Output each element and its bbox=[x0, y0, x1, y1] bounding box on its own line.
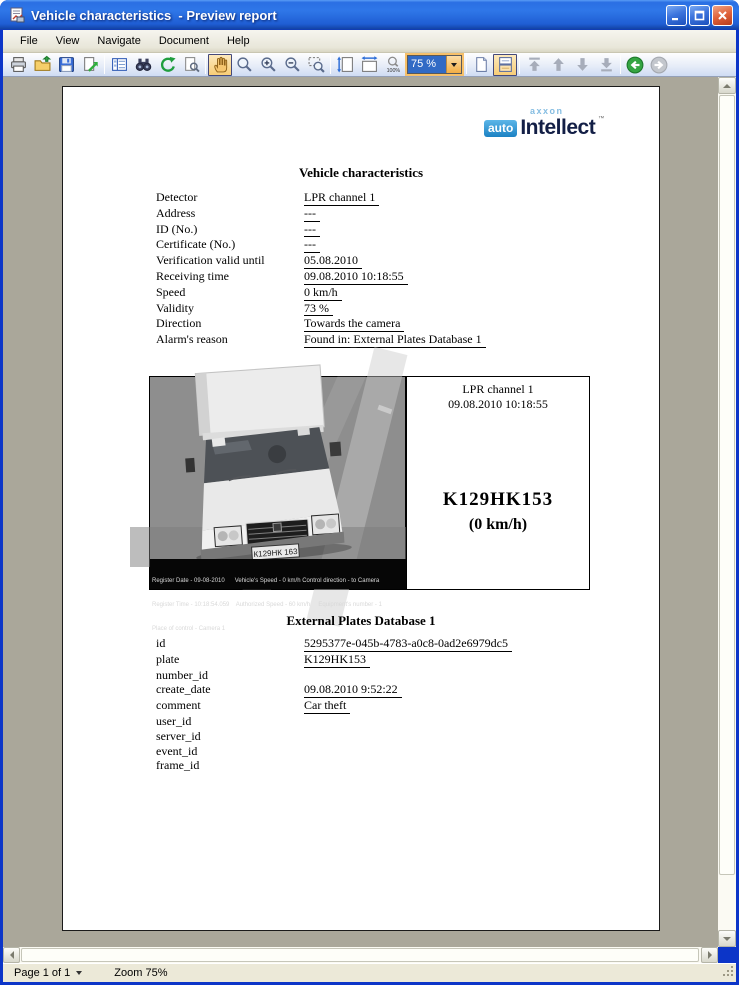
title-bar[interactable] bbox=[0, 0, 739, 30]
horizontal-scrollbar[interactable] bbox=[3, 947, 718, 963]
field-row bbox=[156, 729, 512, 744]
field-row bbox=[156, 668, 512, 683]
scroll-right-button[interactable] bbox=[701, 947, 718, 963]
magnifier-minus-icon bbox=[284, 56, 301, 73]
axxon-brand-text: axxon bbox=[530, 106, 564, 116]
printer-icon bbox=[10, 56, 27, 73]
menu-document[interactable]: Document bbox=[158, 35, 209, 47]
scroll-left-button[interactable] bbox=[3, 947, 20, 963]
field-label: ID (No.) bbox=[156, 221, 198, 236]
report-app-icon bbox=[8, 6, 26, 24]
field-label: create_date bbox=[156, 682, 211, 697]
export-document-icon bbox=[82, 56, 99, 73]
zoom-combobox[interactable] bbox=[407, 55, 462, 74]
field-row bbox=[156, 285, 486, 301]
field-label: number_id bbox=[156, 667, 208, 682]
last-page-arrow-icon bbox=[598, 56, 615, 73]
back-circle-icon bbox=[626, 56, 644, 74]
fit-page-height-icon bbox=[337, 56, 354, 73]
field-label: Detector bbox=[156, 190, 198, 204]
zoom-100-label: 100% bbox=[386, 67, 400, 74]
magnifier-icon bbox=[236, 56, 253, 73]
menu-file[interactable]: File bbox=[20, 35, 38, 47]
last-page-button[interactable] bbox=[594, 54, 618, 76]
zoom-combobox-value[interactable]: 75 % bbox=[408, 56, 446, 73]
fit-page-button[interactable] bbox=[333, 54, 357, 76]
page-indicator-label: Page 1 of 1 bbox=[14, 967, 71, 979]
intellect-logo-text: Intellect bbox=[520, 116, 596, 139]
field-row bbox=[156, 237, 486, 253]
field-row bbox=[156, 316, 486, 332]
find-button[interactable] bbox=[131, 54, 155, 76]
field-row bbox=[156, 636, 512, 652]
chevron-right-icon bbox=[708, 951, 712, 959]
vertical-scrollbar[interactable] bbox=[718, 77, 736, 947]
field-label: event_id bbox=[156, 743, 198, 758]
chevron-left-icon bbox=[10, 951, 14, 959]
refresh-icon bbox=[159, 56, 176, 73]
overlay-line: Place of control - Camera 1 bbox=[152, 626, 226, 632]
toolbar-separator bbox=[519, 55, 520, 74]
field-value: LPR channel 1 bbox=[304, 190, 379, 206]
toolbar-separator bbox=[620, 55, 621, 74]
floppy-disk-icon bbox=[58, 56, 75, 73]
page-indicator-dropdown[interactable] bbox=[14, 967, 82, 979]
zoom-indicator: Zoom 75% bbox=[114, 967, 168, 979]
field-row bbox=[156, 301, 486, 317]
menu-help[interactable]: Help bbox=[226, 35, 250, 47]
field-row bbox=[156, 682, 512, 698]
field-value: --- bbox=[304, 222, 320, 238]
print-button[interactable] bbox=[6, 54, 30, 76]
page-setup-button[interactable] bbox=[179, 54, 203, 76]
continuous-view-button[interactable] bbox=[493, 54, 517, 76]
field-label: Speed bbox=[156, 284, 186, 299]
hand-tool-button[interactable] bbox=[208, 54, 232, 76]
field-row bbox=[156, 744, 512, 759]
field-label: comment bbox=[156, 698, 201, 713]
open-button[interactable] bbox=[30, 54, 54, 76]
field-label: server_id bbox=[156, 728, 201, 743]
toolbar bbox=[3, 53, 736, 77]
field-row bbox=[156, 714, 512, 729]
close-button[interactable] bbox=[712, 5, 733, 26]
field-row bbox=[156, 190, 486, 206]
field-value: 09.08.2010 10:18:55 bbox=[304, 269, 408, 285]
preview-workspace[interactable] bbox=[3, 77, 718, 947]
zoom-window-button[interactable] bbox=[304, 54, 328, 76]
next-page-button[interactable] bbox=[570, 54, 594, 76]
forward-circle-icon bbox=[650, 56, 668, 74]
field-value: Towards the camera bbox=[304, 316, 404, 332]
database-fields bbox=[156, 636, 512, 773]
report-title: Vehicle characteristics bbox=[298, 165, 424, 180]
thumbnails-button[interactable] bbox=[107, 54, 131, 76]
field-label: plate bbox=[156, 651, 180, 666]
save-button[interactable] bbox=[54, 54, 78, 76]
menu-navigate[interactable]: Navigate bbox=[97, 35, 141, 47]
toolbar-separator bbox=[104, 55, 105, 74]
field-row bbox=[156, 758, 512, 773]
minimize-button[interactable] bbox=[666, 5, 687, 26]
field-value: 09.08.2010 9:52:22 bbox=[304, 682, 402, 698]
previous-page-button[interactable] bbox=[546, 54, 570, 76]
field-label: Direction bbox=[156, 316, 202, 331]
recognized-plate: K129HK153 bbox=[442, 489, 554, 510]
vertical-scroll-thumb[interactable] bbox=[719, 95, 735, 875]
fit-width-button[interactable] bbox=[357, 54, 381, 76]
vehicle-photo-image bbox=[150, 377, 405, 559]
menu-view[interactable]: View bbox=[55, 35, 80, 47]
menu-bar bbox=[3, 30, 736, 53]
field-row bbox=[156, 253, 486, 269]
page-list-icon bbox=[111, 56, 128, 73]
field-label: Validity bbox=[156, 300, 194, 315]
field-value: 5295377e-045b-4783-a0c8-0ad2e6979dc5 bbox=[304, 636, 512, 652]
database-title: External Plates Database 1 bbox=[286, 613, 436, 628]
back-button[interactable] bbox=[623, 54, 647, 76]
chevron-down-icon bbox=[723, 937, 731, 941]
zoom-in-button[interactable] bbox=[256, 54, 280, 76]
fit-page-width-icon bbox=[361, 56, 378, 73]
field-value: Found in: External Plates Database 1 bbox=[304, 332, 486, 348]
auto-intellect-logo bbox=[484, 106, 604, 140]
field-row bbox=[156, 206, 486, 222]
panel-datetime: 09.08.2010 10:18:55 bbox=[448, 397, 548, 411]
refresh-button[interactable] bbox=[155, 54, 179, 76]
zoom-100-button[interactable] bbox=[381, 54, 405, 76]
field-value: 73 % bbox=[304, 301, 333, 317]
auto-badge: auto bbox=[484, 120, 517, 137]
vehicle-fields bbox=[156, 190, 486, 348]
scroll-up-button[interactable] bbox=[718, 77, 736, 94]
open-folder-icon bbox=[34, 56, 51, 73]
document-inspect-icon bbox=[183, 56, 200, 73]
hand-icon bbox=[212, 56, 229, 73]
first-page-arrow-icon bbox=[526, 56, 543, 73]
horizontal-scroll-thumb[interactable] bbox=[21, 948, 699, 962]
field-value: --- bbox=[304, 237, 320, 253]
binoculars-icon bbox=[135, 56, 152, 73]
export-button[interactable] bbox=[78, 54, 102, 76]
first-page-button[interactable] bbox=[522, 54, 546, 76]
recognized-speed: (0 km/h) bbox=[468, 516, 528, 533]
single-page-view-button[interactable] bbox=[469, 54, 493, 76]
window-title: Vehicle characteristics - Preview report bbox=[31, 7, 277, 23]
overlay-line: Register Date - 09-08-2010 Vehicle's Speed - 0 km/h Control direction - to Camera bbox=[152, 578, 380, 584]
up-arrow-icon bbox=[550, 56, 567, 73]
down-arrow-icon bbox=[574, 56, 591, 73]
field-label: Alarm's reason bbox=[156, 332, 228, 347]
field-label: Verification valid until bbox=[156, 253, 265, 268]
overlay-line: Register Time - 10:18:54.059 Authorized Speed - 60 km/h Equipment's number - 1 bbox=[152, 602, 382, 608]
field-row bbox=[156, 332, 486, 348]
zoom-out-button[interactable] bbox=[280, 54, 304, 76]
field-value: 0 km/h bbox=[304, 285, 342, 301]
magnifier-plus-icon bbox=[260, 56, 277, 73]
dropdown-arrow-icon bbox=[76, 971, 82, 975]
status-bar bbox=[3, 963, 736, 982]
field-value: K129HK153 bbox=[304, 652, 370, 668]
field-value: Car theft bbox=[304, 698, 350, 714]
single-page-icon bbox=[473, 56, 490, 73]
field-row bbox=[156, 698, 512, 714]
trademark-symbol: ™ bbox=[598, 116, 605, 122]
magnifier-region-icon bbox=[308, 56, 325, 73]
panel-channel: LPR channel 1 bbox=[462, 382, 534, 396]
field-label: user_id bbox=[156, 713, 192, 728]
toolbar-separator bbox=[330, 55, 331, 74]
facing-pages-icon bbox=[497, 56, 514, 73]
field-value: --- bbox=[304, 206, 320, 222]
field-label: Receiving time bbox=[156, 268, 229, 283]
field-value: 05.08.2010 bbox=[304, 253, 362, 269]
dynamic-zoom-button[interactable] bbox=[232, 54, 256, 76]
maximize-button[interactable] bbox=[689, 5, 710, 26]
field-label: Address bbox=[156, 205, 196, 220]
car-license-plate: К129НК 163 bbox=[253, 546, 298, 559]
recognition-panel bbox=[406, 377, 589, 589]
field-label: id bbox=[156, 636, 166, 650]
field-row bbox=[156, 269, 486, 285]
resize-grip[interactable] bbox=[722, 965, 734, 980]
report-page bbox=[62, 86, 660, 931]
field-row bbox=[156, 222, 486, 238]
field-label: frame_id bbox=[156, 758, 200, 773]
toolbar-separator bbox=[466, 55, 467, 74]
magnifier-100-icon bbox=[385, 56, 402, 73]
zoom-combobox-dropdown-button[interactable] bbox=[446, 56, 461, 73]
toolbar-separator bbox=[205, 55, 206, 74]
field-label: Certificate (No.) bbox=[156, 237, 236, 252]
scroll-down-button[interactable] bbox=[718, 930, 736, 947]
field-row bbox=[156, 652, 512, 668]
forward-button[interactable] bbox=[647, 54, 671, 76]
dropdown-arrow-icon bbox=[451, 63, 457, 67]
chevron-up-icon bbox=[723, 84, 731, 88]
